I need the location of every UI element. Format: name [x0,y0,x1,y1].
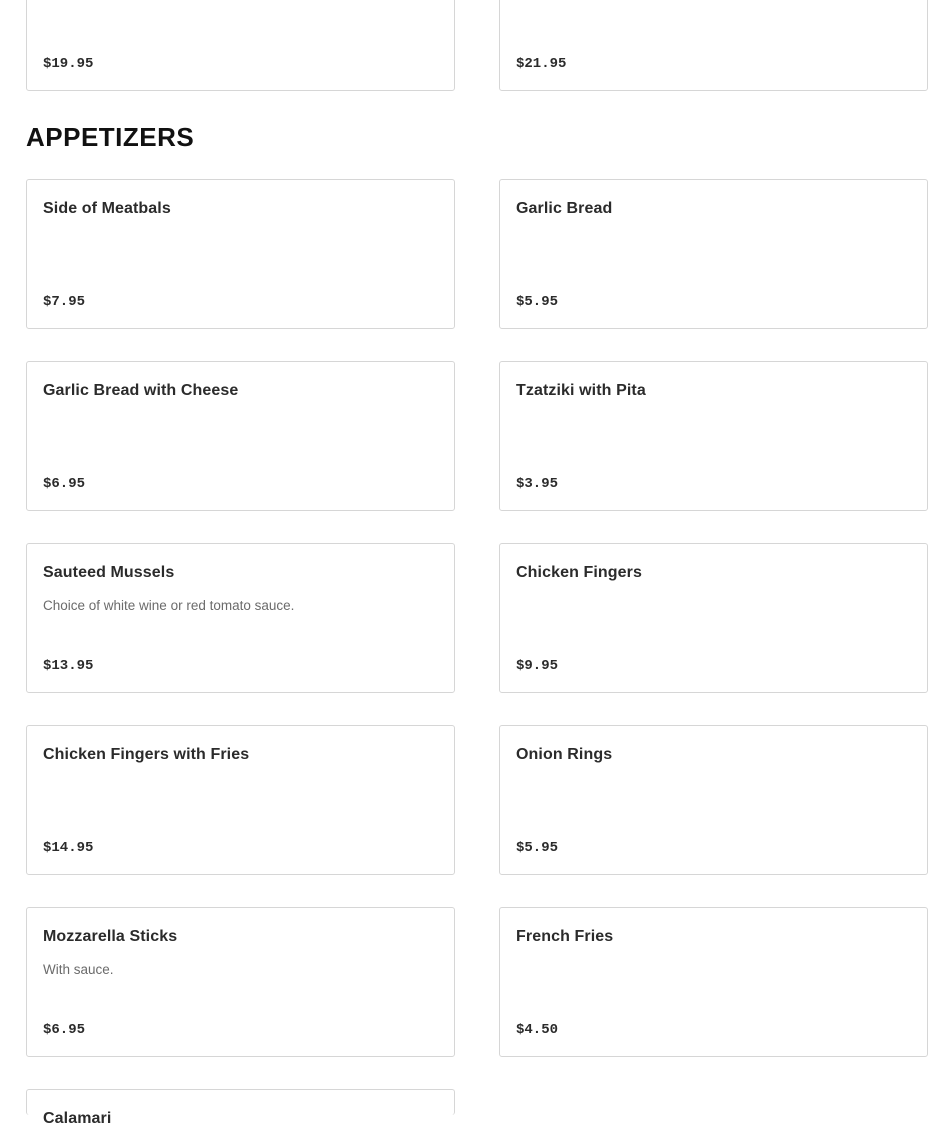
menu-item-name: Tzatziki with Pita [516,382,646,399]
menu-item-name: Garlic Bread [516,200,613,217]
menu-item-price: $19.95 [43,56,94,72]
menu-item-name: Chicken Fingers [516,564,642,581]
menu-item-name: Chicken Fingers with Fries [43,746,250,763]
menu-item-card[interactable] [499,361,928,511]
menu-item-price: $3.95 [516,476,559,492]
menu-item-card[interactable] [26,179,455,329]
menu-item-name: Sauteed Mussels [43,564,175,581]
menu-item-price: $7.95 [43,294,86,310]
menu-item-price: $5.95 [516,840,559,856]
menu-item-description [43,0,433,3]
menu-item-name: French Fries [516,928,614,945]
menu-item-card[interactable] [26,361,455,511]
menu-item-description: With sauce. [43,962,114,977]
menu-item-price: $4.50 [516,1022,559,1038]
menu-item-price: $13.95 [43,658,94,674]
menu-item-name: Side of Meatbals [43,200,171,217]
menu-item-card[interactable] [499,725,928,875]
menu-item-price: $5.95 [516,294,559,310]
menu-item-card[interactable] [499,179,928,329]
menu-item-description [516,0,906,3]
menu-item-price: $14.95 [43,840,94,856]
menu-item-card[interactable] [26,907,455,1057]
menu-item-card[interactable] [26,725,455,875]
menu-item-name: Calamari [43,1110,112,1127]
section-title-appetizers: APPETIZERS [26,122,195,152]
menu-item-price: $21.95 [516,56,567,72]
menu-item-card[interactable] [26,0,455,91]
menu-item-name: Onion Rings [516,746,613,763]
menu-item-name: Mozzarella Sticks [43,928,178,945]
menu-item-price: $9.95 [516,658,559,674]
menu-item-card[interactable] [499,0,928,91]
menu-item-price: $6.95 [43,476,86,492]
menu-item-card[interactable] [26,543,455,693]
menu-item-card[interactable] [499,543,928,693]
menu-item-card[interactable] [499,907,928,1057]
menu-item-name: Garlic Bread with Cheese [43,382,239,399]
menu-item-price: $6.95 [43,1022,86,1038]
menu-item-description: Choice of white wine or red tomato sauce. [43,598,295,613]
menu-item-card[interactable] [26,1089,455,1127]
